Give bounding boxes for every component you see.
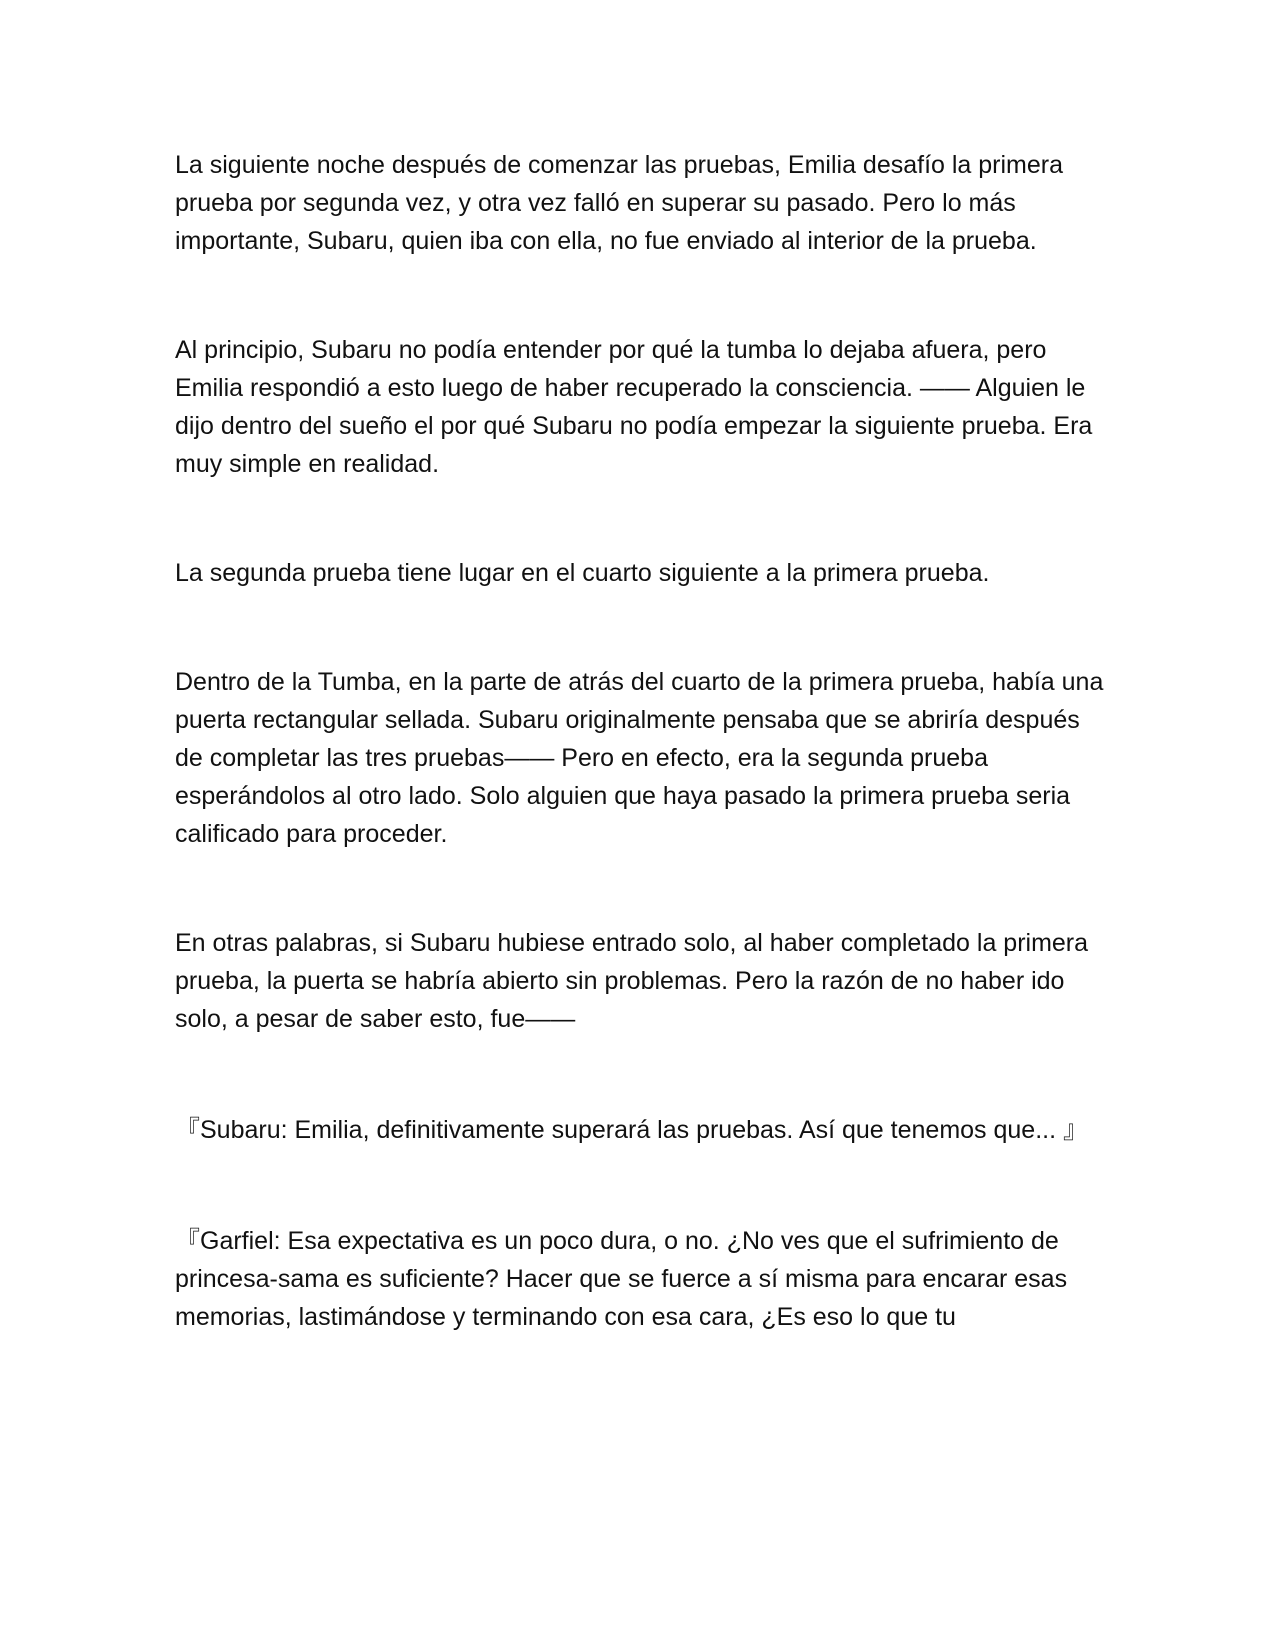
document-body — [175, 146, 1105, 1336]
dialogue-garfiel: 『Garfiel: Esa expectativa es un poco dura, o no. ¿No ves que el sufrimiento de princesa-sama es suficiente? Hacer que se fuerce a sí misma para encarar esas memorias, lastimándose y terminando con esa cara, ¿Es eso lo que tu — [175, 1227, 1068, 1331]
paragraph-3: La segunda prueba tiene lugar en el cuarto siguiente a la primera prueba. — [175, 559, 990, 587]
paragraph-5: En otras palabras, si Subaru hubiese entrado solo, al haber completado la primera prueba, la puerta se habría abierto sin problemas. Pero la razón de no haber ido solo, a pesar de saber esto, fue—— — [175, 929, 1089, 1033]
paragraph-4: Dentro de la Tumba, en la parte de atrás del cuarto de la primera prueba, había una puerta rectangular sellada. Subaru originalmente pensaba que se abriría después de completar las tres pruebas—— Pero en efecto, era la segunda prueba esperándolos al otro lado. Solo alguien que haya pasado la primera prueba seria calificado para proceder. — [175, 668, 1104, 848]
dialogue-subaru: 『Subaru: Emilia, definitivamente superará las pruebas. Así que tenemos que... 』 — [175, 1116, 1088, 1144]
paragraph-2: Al principio, Subaru no podía entender por qué la tumba lo dejaba afuera, pero Emilia respondió a esto luego de haber recuperado la consciencia. —— Alguien le dijo dentro del sueño el por qué Subaru no podía empezar la siguiente prueba. Era muy simple en realidad. — [175, 336, 1093, 478]
paragraph-1: La siguiente noche después de comenzar las pruebas, Emilia desafío la primera prueba por segunda vez, y otra vez falló en superar su pasado. Pero lo más importante, Subaru, quien iba con ella, no fue enviado al interior de la prueba. — [175, 151, 1064, 255]
